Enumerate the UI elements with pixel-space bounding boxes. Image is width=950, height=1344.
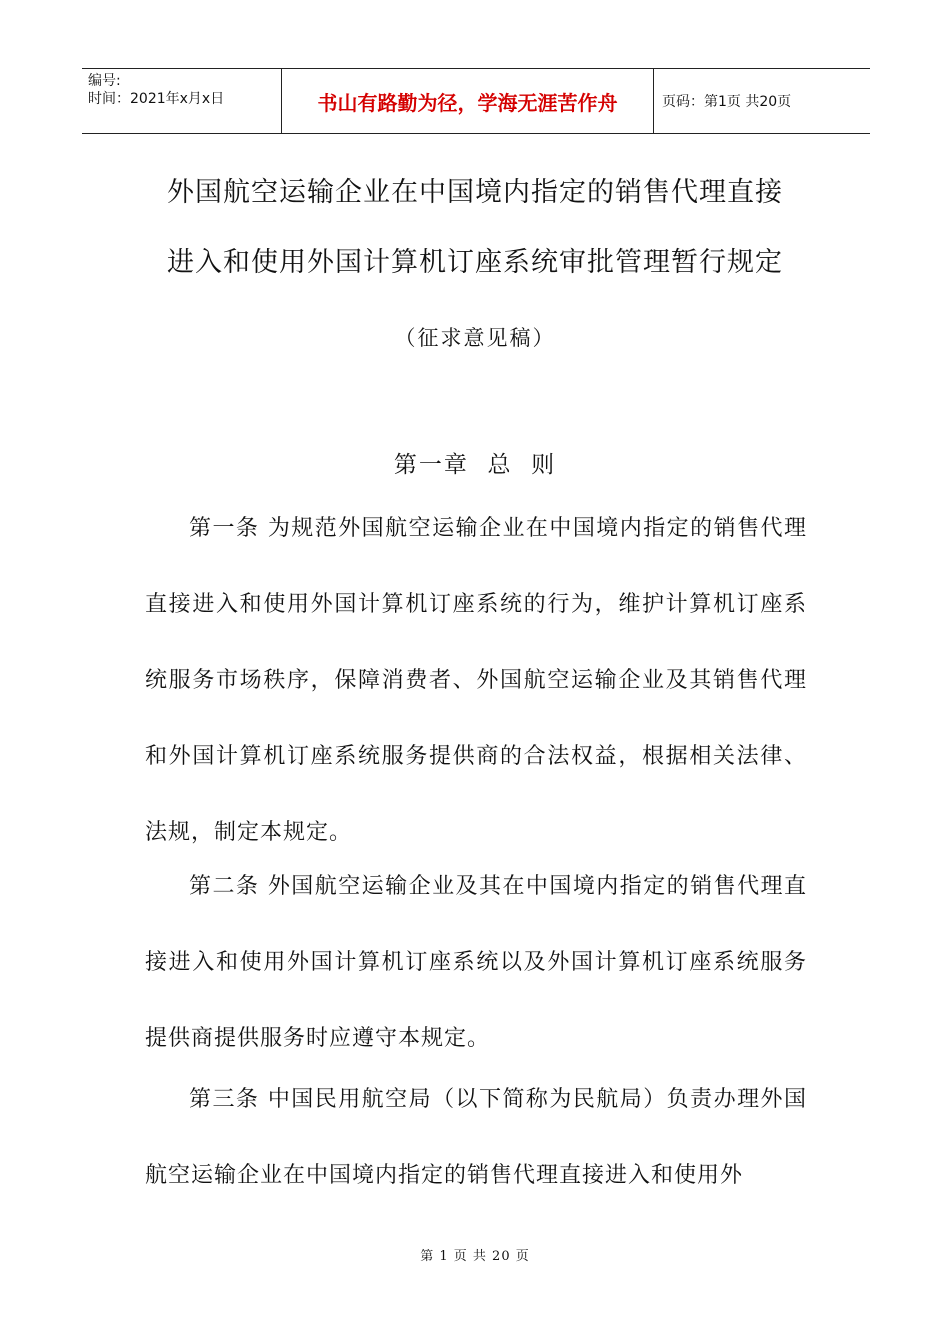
number-label: 编号: (88, 73, 121, 89)
header-page-info: 页码：第1页 共20页 (662, 94, 792, 110)
article-1-paragraph: 第一条 为规范外国航空运输企业在中国境内指定的销售代理直接进入和使用外国计算机订座系统的行为，维护计算机订座系统服务市场秩序，保障消费者、外国航空运输企业及其销售代理和外国计算机订座系统服务提供商的合法权益，根据相关法律、法规，制定本规定。 (145, 516, 807, 845)
header-meta (82, 69, 282, 133)
page-footer: 第 1 页 共 20 页 (420, 1249, 530, 1264)
page-header (82, 68, 870, 134)
article-3-paragraph: 第三条 中国民用航空局（以下简称为民航局）负责办理外国航空运输企业在中国境内指定的销售代理直接进入和使用外 (145, 1087, 807, 1188)
header-motto: 书山有路勤为径，学海无涯苦作舟 (282, 69, 654, 133)
article-2-paragraph: 第二条 外国航空运输企业及其在中国境内指定的销售代理直接进入和使用外国计算机订座系统以及外国计算机订座系统服务提供商提供服务时应遵守本规定。 (145, 874, 807, 1051)
document-title-line-1: 外国航空运输企业在中国境内指定的销售代理直接 (167, 177, 783, 208)
document-subtitle: （征求意见稿） (394, 326, 556, 350)
document-title-line-2: 进入和使用外国计算机订座系统审批管理暂行规定 (167, 247, 783, 278)
chapter-heading: 第一章 总 则 (393, 452, 557, 478)
time-label: 时间：2021年x月x日 (88, 91, 225, 107)
